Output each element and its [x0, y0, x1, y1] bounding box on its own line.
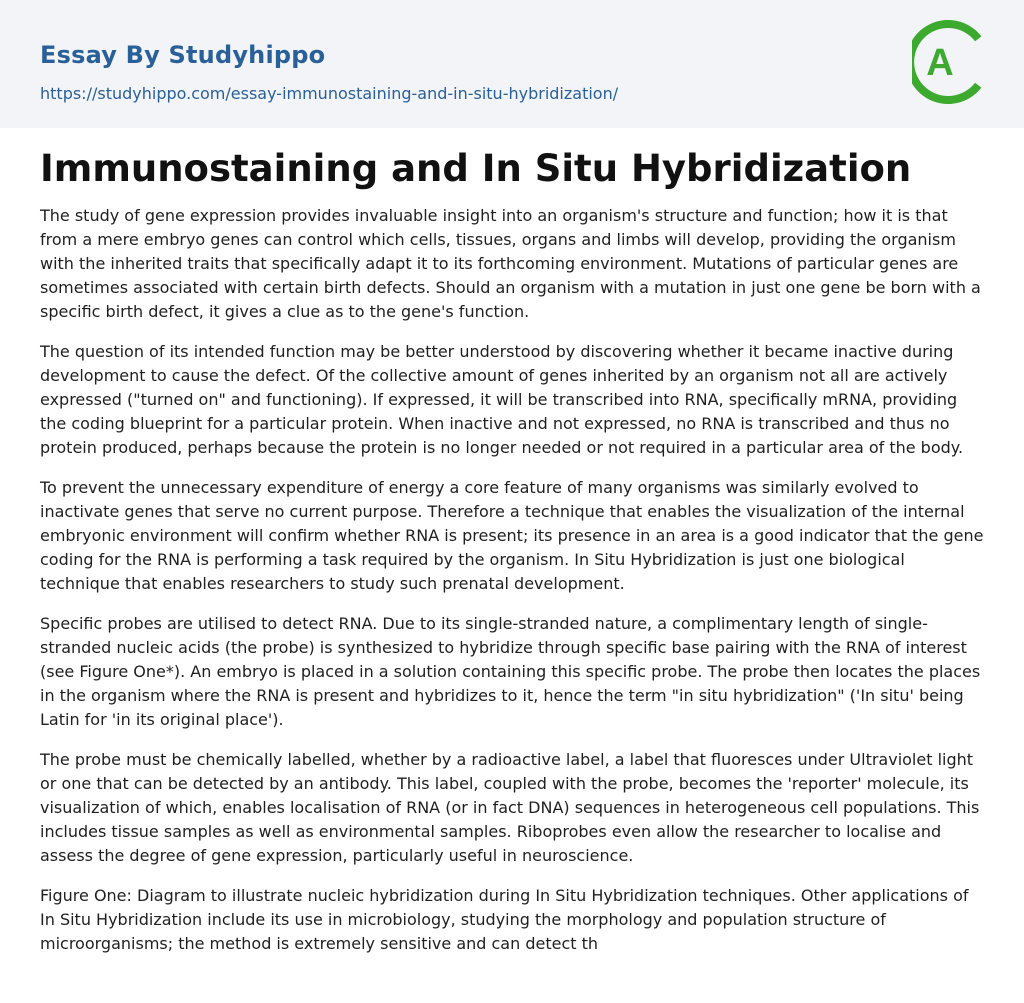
article-paragraph: The question of its intended function may be better understood by discovering whether it became inactive during development to cause the defect. Of the collective amount of genes inherited by an organism not all are actively expressed ("turned on" and functioning). If expressed, it will be transcribed into RNA, specifically mRNA, providing the coding blueprint for a particular protein. When inactive and not expressed, no RNA is transcribed and thus no protein produced, perhaps because the protein is no longer needed or not required in a particular area of the body. — [40, 342, 964, 457]
article — [0, 128, 1024, 956]
site-brand[interactable]: Essay By Studyhippo — [40, 41, 326, 69]
essay-url-link[interactable]: https://studyhippo.com/essay-immunostaining-and-in-situ-hybridization/ — [40, 84, 619, 103]
article-paragraph: The study of gene expression provides invaluable insight into an organism's structure and function; how it is that from a mere embryo genes can control which cells, tissues, organs and limbs will develop, providing the organism with the inherited traits that specifically adapt it to its forthcoming environment. Mutations of particular genes are sometimes associated with certain birth defects. Should an organism with a mutation in just one gene be born with a specific birth defect, it gives a clue as to the gene's function. — [40, 206, 981, 321]
site-header — [0, 0, 1024, 128]
article-paragraph: To prevent the unnecessary expenditure of energy a core feature of many organisms was similarly evolved to inactivate genes that serve no current purpose. Therefore a technique that enables the visualization of the internal embryonic environment will confirm whether RNA is present; its presence in an area is a good indicator that the gene coding for the RNA is performing a task required by the organism. In Situ Hybridization is just one biological technique that enables researchers to study such prenatal development. — [40, 478, 984, 593]
article-paragraph: The probe must be chemically labelled, whether by a radioactive label, a label that fluoresces under Ultraviolet light or one that can be detected by an antibody. This label, coupled with the probe, becomes the 'reporter' molecule, its visualization of which, enables localisation of RNA (or in fact DNA) sequences in heterogeneous cell populations. This includes tissue samples as well as environmental samples. Riboprobes even allow the researcher to localise and assess the degree of gene expression, particularly useful in neuroscience. — [40, 750, 980, 865]
logo-letter: A — [926, 42, 954, 84]
article-title: Immunostaining and In Situ Hybridization — [40, 147, 912, 190]
studyhippo-logo-icon[interactable] — [912, 18, 988, 106]
article-paragraph: Specific probes are utilised to detect RNA. Due to its single-stranded nature, a complimentary length of single-stranded nucleic acids (the probe) is synthesized to hybridize through specific base pairing with the RNA of interest (see Figure One*). An embryo is placed in a solution containing this specific probe. The probe then locates the places in the organism where the RNA is present and hybridizes to it, hence the term "in situ hybridization" ('In situ' being Latin for 'in its original place'). — [40, 614, 981, 729]
article-paragraph: Figure One: Diagram to illustrate nucleic hybridization during In Situ Hybridization techniques. Other applications of In Situ Hybridization include its use in microbiology, studying the morphology and population structure of microorganisms; the method is extremely sensitive and can detect th — [40, 886, 969, 953]
